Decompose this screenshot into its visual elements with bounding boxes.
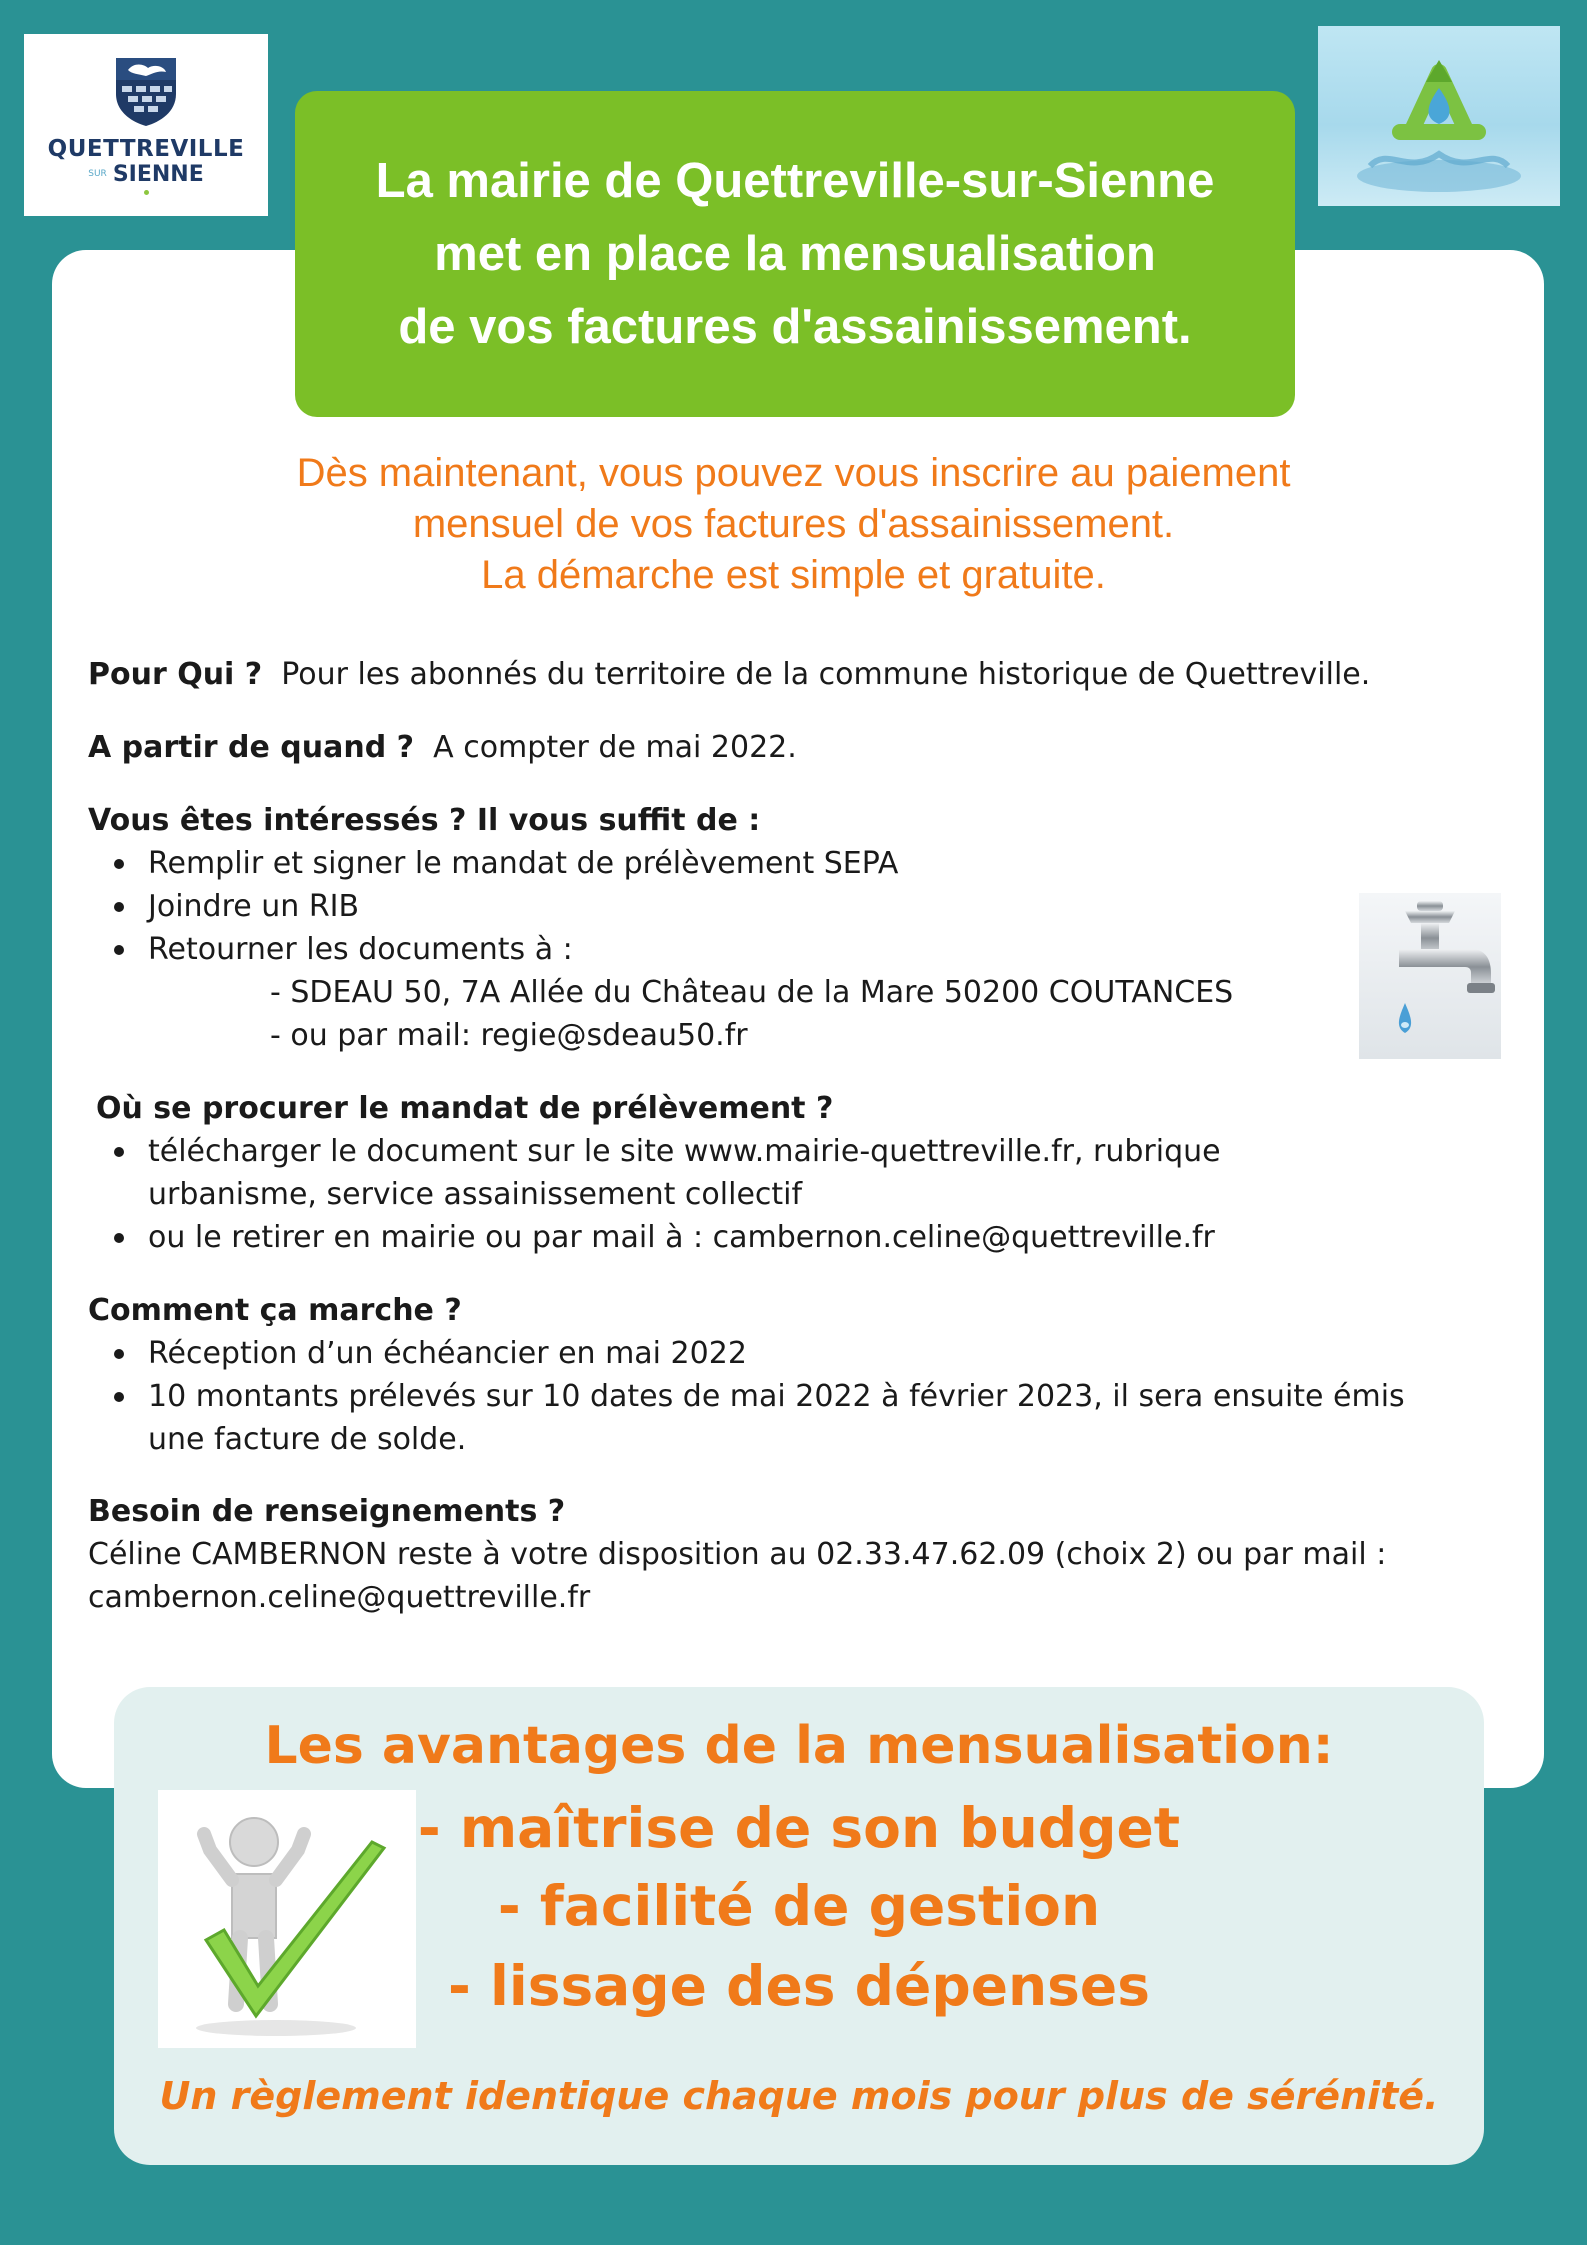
header-line-3: de vos factures d'assainissement. xyxy=(398,299,1192,354)
logo-line-quettreville: QUETTREVILLE xyxy=(47,135,245,162)
list-item: Retourner les documents à : xyxy=(148,928,573,971)
intro-line-3: La démarche est simple et gratuite. xyxy=(481,553,1106,597)
besoin-line-2: cambernon.celine@quettreville.fr xyxy=(88,1580,591,1615)
list-item-continued: urbanisme, service assainissement collectif xyxy=(148,1177,803,1212)
besoin-label: Besoin de renseignements ? xyxy=(88,1494,566,1529)
list-item: télécharger le document sur le site www.mairie-quettreville.fr, rubrique xyxy=(148,1130,1221,1173)
header-line-1: La mairie de Quettreville-sur-Sienne xyxy=(375,153,1215,208)
comment-heading xyxy=(88,1289,462,1332)
thumbs-up-figure-image xyxy=(158,1790,416,2048)
logo-sur: SUR xyxy=(88,168,107,179)
intro-line-1: Dès maintenant, vous pouvez vous inscrire au paiement xyxy=(296,451,1291,495)
interesses-heading xyxy=(88,799,760,842)
logo-line-sienne xyxy=(88,162,203,187)
recycle-water-image xyxy=(1318,26,1560,206)
mandat-label: Où se procurer le mandat de prélèvement ? xyxy=(96,1091,834,1126)
a-partir-text: A compter de mai 2022. xyxy=(433,730,797,765)
a-partir-label: A partir de quand ? xyxy=(88,730,415,765)
advantage-item: - maîtrise de son budget xyxy=(417,1796,1181,1860)
logo-sienne: SIENNE xyxy=(112,161,204,187)
interesses-label: Vous êtes intéressés ? Il vous suffit de : xyxy=(88,803,761,838)
list-item-continued: une facture de solde. xyxy=(148,1422,467,1457)
intro-text xyxy=(100,448,1487,601)
email-line: - ou par mail: regie@sdeau50.fr xyxy=(270,1018,748,1053)
logo-dot xyxy=(144,190,149,195)
advantage-item: - lissage des dépenses xyxy=(448,1954,1150,2018)
header-box xyxy=(295,91,1295,417)
list-item: ou le retirer en mairie ou par mail à : cambernon.celine@quettreville.fr xyxy=(148,1216,1215,1259)
list-item: Remplir et signer le mandat de prélèvement SEPA xyxy=(148,842,898,885)
pour-qui-row xyxy=(88,653,1370,696)
mandat-heading xyxy=(96,1087,833,1130)
checkmark-figure-icon xyxy=(158,1790,416,2048)
besoin-heading xyxy=(88,1490,565,1533)
quettreville-logo xyxy=(24,34,268,216)
recycle-icon xyxy=(1318,26,1560,206)
comment-label: Comment ça marche ? xyxy=(88,1293,462,1328)
coat-of-arms-icon xyxy=(114,56,178,128)
list-item: Réception d’un échéancier en mai 2022 xyxy=(148,1332,747,1375)
list-item: 10 montants prélevés sur 10 dates de mai 2022 à février 2023, il sera ensuite émis xyxy=(148,1375,1405,1418)
pour-qui-text: Pour les abonnés du territoire de la commune historique de Quettreville. xyxy=(281,657,1371,692)
faucet-image xyxy=(1359,893,1501,1059)
list-item: Joindre un RIB xyxy=(148,885,359,928)
besoin-line-1: Céline CAMBERNON reste à votre disposition au 02.33.47.62.09 (choix 2) ou par mail : xyxy=(88,1537,1387,1572)
a-partir-row xyxy=(88,726,797,769)
faucet-icon xyxy=(1359,893,1501,1059)
advantage-item: - facilité de gestion xyxy=(497,1874,1101,1938)
pour-qui-label: Pour Qui ? xyxy=(88,657,263,692)
advantages-title: Les avantages de la mensualisation: xyxy=(264,1716,1334,1776)
slogan: Un règlement identique chaque mois pour plus de sérénité. xyxy=(159,2074,1439,2118)
address-line: - SDEAU 50, 7A Allée du Château de la Mare 50200 COUTANCES xyxy=(270,975,1234,1010)
intro-line-2: mensuel de vos factures d'assainissement. xyxy=(412,502,1175,546)
header-line-2: met en place la mensualisation xyxy=(434,226,1156,281)
